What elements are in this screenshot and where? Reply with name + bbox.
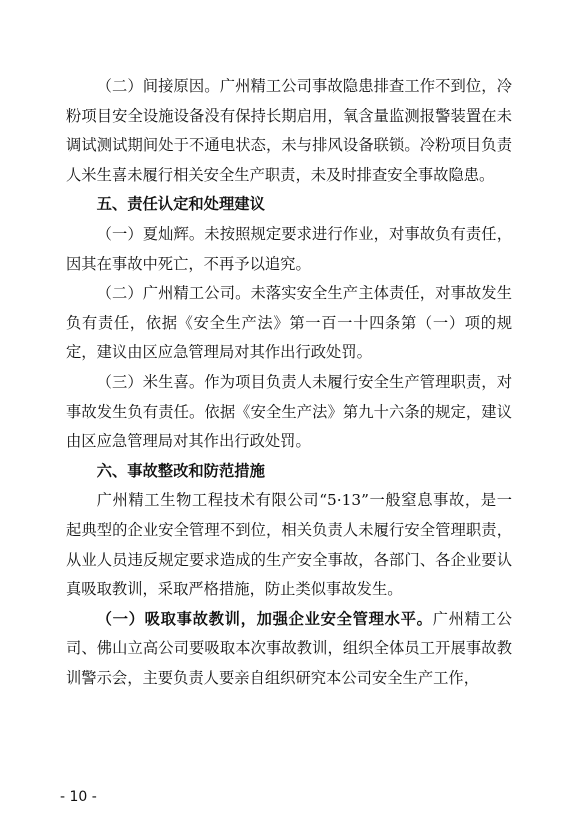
paragraph-lead-title: （一）吸取事故教训，加强企业安全管理水平。 [96,609,433,628]
paragraph-rectification-intro: 广州精工生物工程技术有限公司“5·13”一般窒息事故，是一起典型的企业安全管理不到位，相关负责人未履行安全管理职责，从业人员违反规定要求造成的生产安全事故，各部门、各企业要认真吸取教训，采取严格措施，防止类似事故发生。 [66,491,512,599]
document-body [66,72,512,693]
section-heading-rectification: 六、事故整改和防范措施 [96,461,265,480]
paragraph-responsibility-1: （一）夏灿辉。未按照规定要求进行作业，对事故负有责任，因其在事故中死亡，不再予以追究。 [66,224,512,273]
paragraph-rectification-1 [66,605,512,694]
paragraph-responsibility-3: （三）米生喜。作为项目负责人未履行安全生产管理职责，对事故发生负有责任。依据《安全生产法》第九十六条的规定，建议由区应急管理局对其作出行政处罚。 [66,372,512,451]
paragraph-lead-body: 广州精工公司、佛山立高公司要吸取本次事故教训，组织全体员工开展事故教训警示会，主要负责人要亲自组织研究本公司安全生产工作， [66,609,512,687]
paragraph-indirect-cause: （二）间接原因。广州精工公司事故隐患排查工作不到位，冷粉项目安全设施设备没有保持长期启用，氧含量监测报警装置在未调试测试期间处于不通电状态，未与排风设备联锁。冷粉项目负责人米生喜未履行相关安全生产职责，未及时排查安全事故隐患。 [66,77,512,184]
page-number: - 10 - [60,789,97,805]
section-heading-responsibility: 五、责任认定和处理建议 [96,195,265,214]
paragraph-responsibility-2: （二）广州精工公司。未落实安全生产主体责任，对事故发生负有责任，依据《安全生产法》第一百一十四条第（一）项的规定，建议由区应急管理局对其作出行政处罚。 [66,284,512,362]
